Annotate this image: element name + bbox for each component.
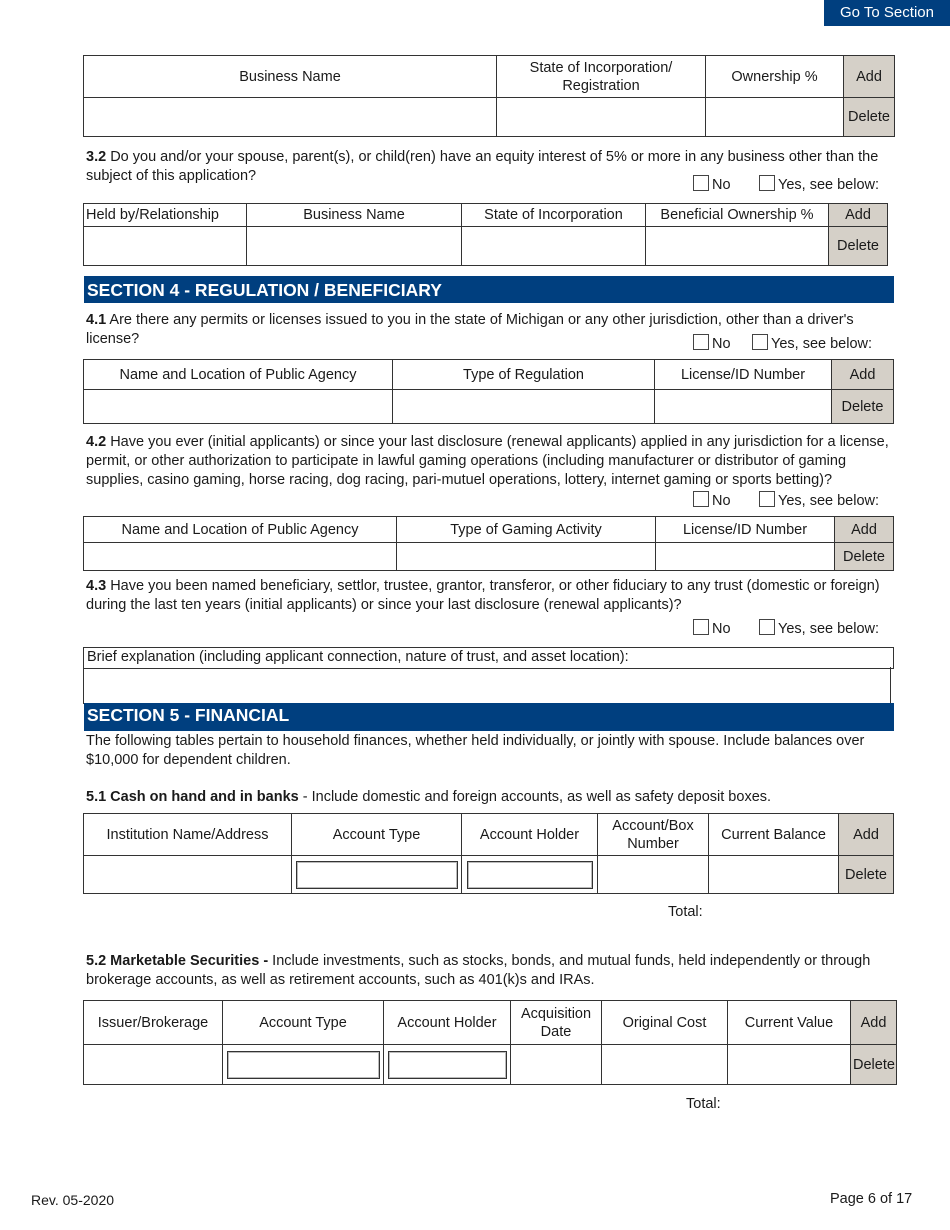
license-id-cell[interactable] bbox=[655, 390, 832, 424]
col-header-issuer-brokerage: Issuer/Brokerage bbox=[84, 1001, 223, 1045]
question-5-1 bbox=[86, 788, 898, 807]
col-header-state-of-incorporation: State of Incorporation/ Registration bbox=[497, 56, 706, 98]
section-4-header: SECTION 4 - REGULATION / BENEFICIARY bbox=[84, 276, 894, 303]
q-3-2-yes-option[interactable] bbox=[759, 175, 879, 194]
col-header-ownership: Ownership % bbox=[706, 56, 844, 98]
add-row-button[interactable]: Add bbox=[835, 517, 894, 543]
business-ownership-table bbox=[83, 55, 895, 137]
ownership-cell[interactable] bbox=[706, 98, 844, 137]
question-text: Include investments, such as stocks, bonds, and mutual funds, held independently or through brokerage accounts, as well as retirement accounts, such as 401(k)s and IRAs. bbox=[86, 953, 871, 988]
col-header-type-of-regulation: Type of Regulation bbox=[393, 360, 655, 390]
col-header-business-name: Business Name bbox=[84, 56, 497, 98]
question-title: 5.1 Cash on hand and in banks bbox=[86, 789, 299, 805]
col-header-account-holder: Account Holder bbox=[462, 814, 598, 856]
checkbox[interactable] bbox=[759, 175, 775, 191]
type-of-gaming-cell[interactable] bbox=[397, 543, 656, 571]
col-header-public-agency: Name and Location of Public Agency bbox=[84, 360, 393, 390]
delete-row-button[interactable]: Delete bbox=[829, 227, 888, 266]
question-5-2 bbox=[86, 952, 898, 990]
col-header-license-id: License/ID Number bbox=[656, 517, 835, 543]
equity-interest-table bbox=[83, 203, 888, 266]
account-box-number-cell[interactable] bbox=[598, 856, 709, 894]
checkbox[interactable] bbox=[759, 491, 775, 507]
go-to-section-button[interactable]: Go To Section bbox=[824, 0, 950, 26]
col-header-acquisition-date: Acquisition Date bbox=[511, 1001, 602, 1045]
yes-label: Yes, see below: bbox=[778, 493, 880, 509]
question-title: 5.2 Marketable Securities - bbox=[86, 953, 269, 969]
question-number: 4.3 bbox=[86, 578, 107, 594]
col-header-type-of-gaming-activity: Type of Gaming Activity bbox=[397, 517, 656, 543]
q-4-1-no-option[interactable] bbox=[693, 334, 731, 353]
current-value-cell[interactable] bbox=[728, 1045, 851, 1085]
question-number: 4.2 bbox=[86, 434, 107, 450]
business-name-cell[interactable] bbox=[247, 227, 462, 266]
beneficial-ownership-cell[interactable] bbox=[646, 227, 829, 266]
col-header-state-of-incorporation: State of Incorporation bbox=[462, 204, 646, 227]
account-type-select[interactable] bbox=[296, 861, 458, 889]
add-row-button[interactable]: Add bbox=[832, 360, 894, 390]
delete-row-button[interactable]: Delete bbox=[851, 1045, 897, 1085]
q-4-2-no-option[interactable] bbox=[693, 491, 731, 510]
revision-label: Rev. 05-2020 bbox=[31, 1192, 115, 1208]
no-label: No bbox=[712, 336, 731, 352]
securities-total-label: Total: bbox=[686, 1096, 721, 1112]
question-4-3 bbox=[86, 577, 898, 615]
cash-on-hand-table bbox=[83, 813, 894, 894]
col-header-account-type: Account Type bbox=[292, 814, 462, 856]
no-label: No bbox=[712, 177, 731, 193]
account-type-cell bbox=[223, 1045, 384, 1085]
delete-row-button[interactable]: Delete bbox=[839, 856, 894, 894]
question-text: Do you and/or your spouse, parent(s), or child(ren) have an equity interest of 5% or more in any business other than the subject of this application? bbox=[86, 149, 879, 184]
license-id-cell[interactable] bbox=[656, 543, 835, 571]
issuer-cell[interactable] bbox=[84, 1045, 223, 1085]
section-5-intro: The following tables pertain to household finances, whether held individually, or jointly with spouse. Include balances over $10,000 for dependent children. bbox=[86, 733, 865, 768]
no-label: No bbox=[712, 493, 731, 509]
checkbox[interactable] bbox=[693, 175, 709, 191]
question-number: 3.2 bbox=[86, 149, 107, 165]
col-header-account-box-number: Account/Box Number bbox=[598, 814, 709, 856]
account-holder-select[interactable] bbox=[467, 861, 593, 889]
account-type-select[interactable] bbox=[227, 1051, 380, 1079]
account-type-cell bbox=[292, 856, 462, 894]
q-4-3-no-option[interactable] bbox=[693, 619, 731, 638]
col-header-public-agency: Name and Location of Public Agency bbox=[84, 517, 397, 543]
public-agency-cell[interactable] bbox=[84, 390, 393, 424]
delete-row-button[interactable]: Delete bbox=[844, 98, 895, 137]
add-row-button[interactable]: Add bbox=[844, 56, 895, 98]
question-text: Are there any permits or licenses issued to you in the state of Michigan or any other jurisdiction, other than a driver's license? bbox=[86, 312, 854, 347]
q-4-3-yes-option[interactable] bbox=[759, 619, 879, 638]
institution-cell[interactable] bbox=[84, 856, 292, 894]
checkbox[interactable] bbox=[693, 491, 709, 507]
yes-label: Yes, see below: bbox=[778, 621, 880, 637]
add-row-button[interactable]: Add bbox=[829, 204, 888, 227]
section-5-header: SECTION 5 - FINANCIAL bbox=[84, 703, 894, 731]
delete-row-button[interactable]: Delete bbox=[835, 543, 894, 571]
question-text: Have you ever (initial applicants) or since your last disclosure (renewal applicants) applied in any jurisdiction for a license, permit, or other authorization to participate in lawful gaming operations (including manufacturer or distributor of gaming supplies, casino gaming, horse racing, dog racing, pari-mutuel operations, lottery, internet gaming or sports betting)? bbox=[86, 434, 889, 488]
acquisition-date-cell[interactable] bbox=[511, 1045, 602, 1085]
col-header-institution: Institution Name/Address bbox=[84, 814, 292, 856]
no-label: No bbox=[712, 621, 731, 637]
account-holder-cell bbox=[384, 1045, 511, 1085]
held-by-cell[interactable] bbox=[84, 227, 247, 266]
col-header-current-balance: Current Balance bbox=[709, 814, 839, 856]
col-header-license-id: License/ID Number bbox=[655, 360, 832, 390]
state-of-incorporation-cell[interactable] bbox=[497, 98, 706, 137]
cash-total-label: Total: bbox=[668, 904, 703, 920]
q-4-1-yes-option[interactable] bbox=[752, 334, 872, 353]
checkbox[interactable] bbox=[693, 619, 709, 635]
state-cell[interactable] bbox=[462, 227, 646, 266]
account-holder-select[interactable] bbox=[388, 1051, 507, 1079]
question-text: Have you been named beneficiary, settlor, trustee, grantor, transferor, or other fiduciary to any trust (domestic or foreign) during the last ten years (initial applicants) or since your last disclosure (renewal applicants)? bbox=[86, 578, 880, 613]
business-name-cell[interactable] bbox=[84, 98, 497, 137]
page-number: Page 6 of 17 bbox=[830, 1191, 913, 1207]
type-of-regulation-cell[interactable] bbox=[393, 390, 655, 424]
trust-explanation-field[interactable] bbox=[83, 667, 891, 704]
add-row-button[interactable]: Add bbox=[851, 1001, 897, 1045]
trust-explanation-label: Brief explanation (including applicant connection, nature of trust, and asset location): bbox=[83, 647, 894, 669]
col-header-business-name: Business Name bbox=[247, 204, 462, 227]
checkbox[interactable] bbox=[693, 334, 709, 350]
checkbox[interactable] bbox=[759, 619, 775, 635]
delete-row-button[interactable]: Delete bbox=[832, 390, 894, 424]
permits-licenses-table bbox=[83, 359, 894, 424]
gaming-authorization-table bbox=[83, 516, 894, 571]
col-header-current-value: Current Value bbox=[728, 1001, 851, 1045]
public-agency-cell[interactable] bbox=[84, 543, 397, 571]
question-4-2 bbox=[86, 433, 898, 490]
col-header-beneficial-ownership: Beneficial Ownership % bbox=[646, 204, 829, 227]
checkbox[interactable] bbox=[752, 334, 768, 350]
col-header-held-by: Held by/Relationship bbox=[84, 204, 247, 227]
q-4-2-yes-option[interactable] bbox=[759, 491, 879, 510]
add-row-button[interactable]: Add bbox=[839, 814, 894, 856]
col-header-original-cost: Original Cost bbox=[602, 1001, 728, 1045]
col-header-account-type: Account Type bbox=[223, 1001, 384, 1045]
col-header-account-holder: Account Holder bbox=[384, 1001, 511, 1045]
yes-label: Yes, see below: bbox=[778, 177, 880, 193]
question-number: 4.1 bbox=[86, 312, 107, 328]
original-cost-cell[interactable] bbox=[602, 1045, 728, 1085]
current-balance-cell[interactable] bbox=[709, 856, 839, 894]
marketable-securities-table bbox=[83, 1000, 897, 1085]
question-text: - Include domestic and foreign accounts, as well as safety deposit boxes. bbox=[298, 789, 772, 805]
q-3-2-no-option[interactable] bbox=[693, 175, 731, 194]
yes-label: Yes, see below: bbox=[771, 336, 873, 352]
account-holder-cell bbox=[462, 856, 598, 894]
